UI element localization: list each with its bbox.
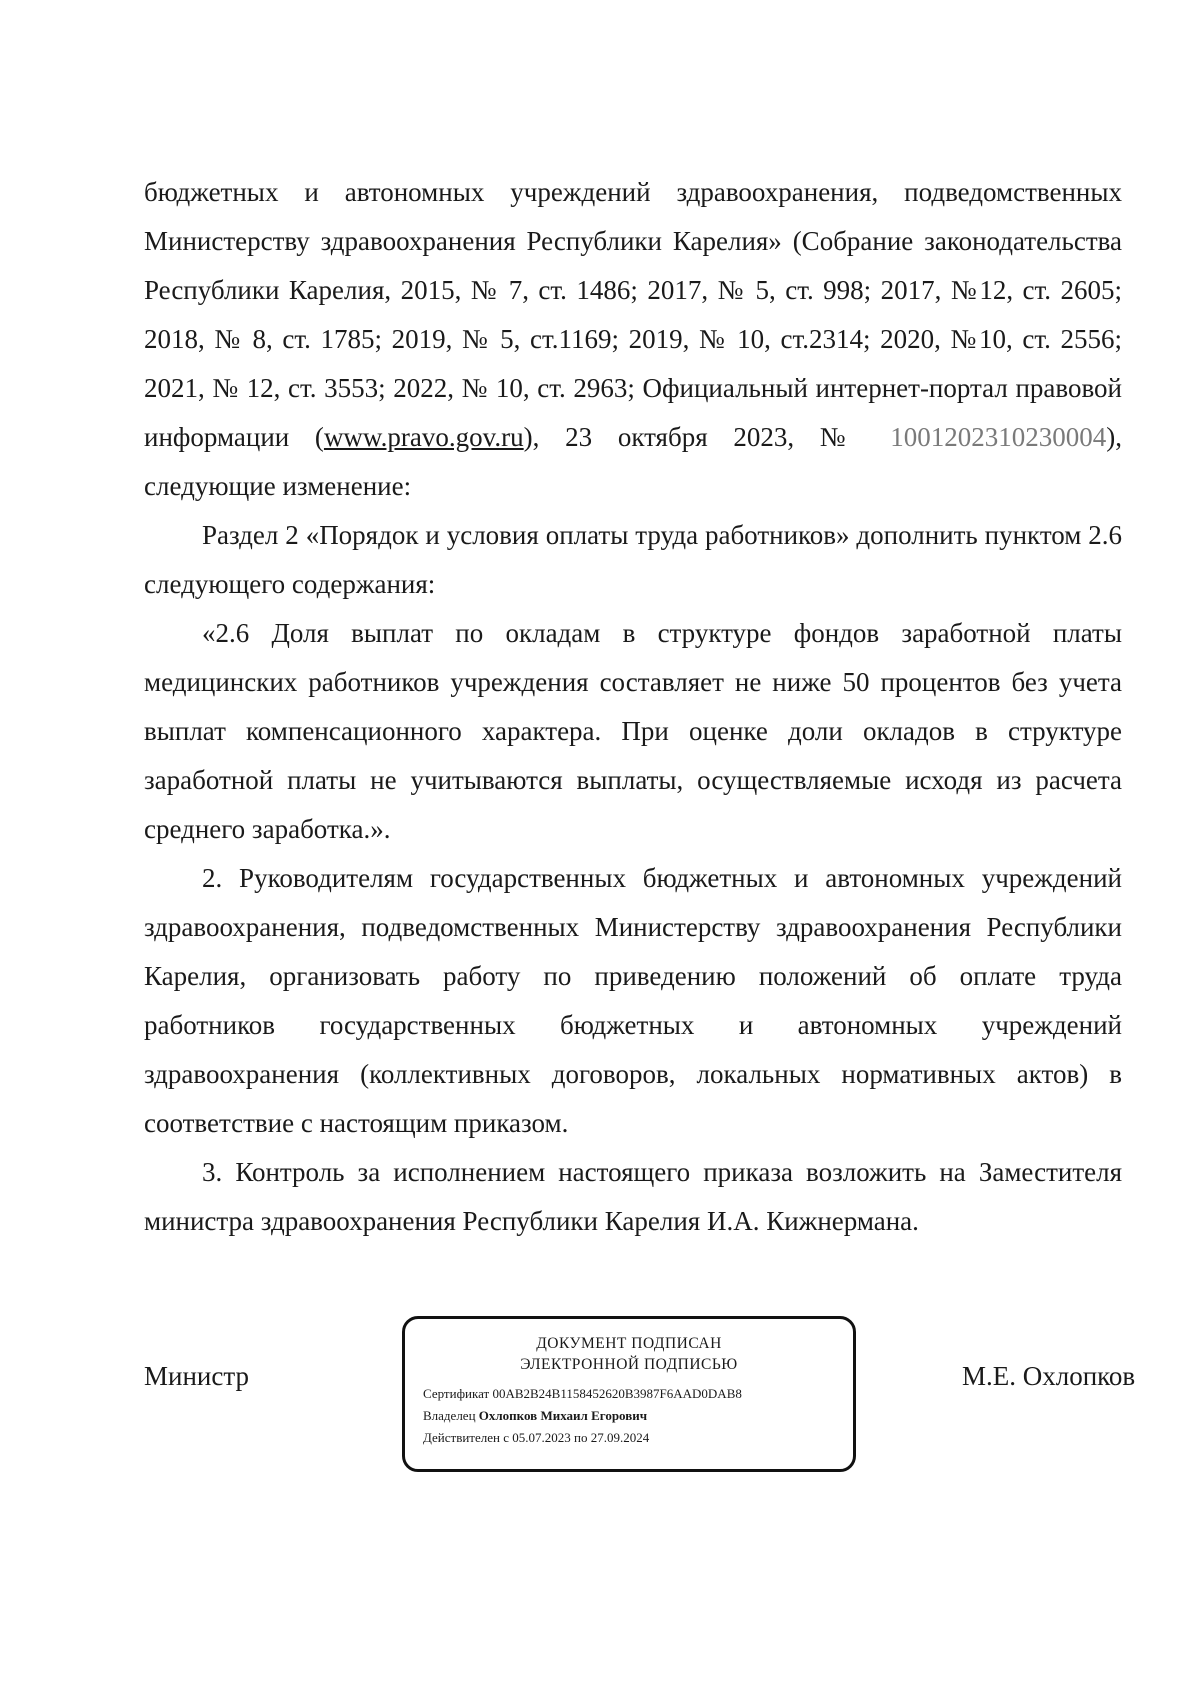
document-body: [144, 168, 1122, 1246]
paragraph-amendment-intro: [144, 168, 1122, 511]
electronic-signature-stamp: [402, 1316, 856, 1472]
paragraph-amendment-date-text: ), 23 октября 2023, №: [523, 422, 891, 452]
stamp-validity: [423, 1427, 835, 1449]
stamp-certificate-label: Сертификат: [423, 1386, 490, 1401]
paragraph-amendment-intro-text: бюджетных и автономных учреждений здравоохранения, подведомственных Министерству здравоохранения Республики Карелия» (Собрание законодательства Республики Карелия, 2015, № 7, ст. 1486; 2017, № 5, ст. 998; 2017, №12, ст. 2605; 2018, № 8, ст. 1785; 2019, № 5, ст.1169; 2019, № 10, ст.2314; 2020, №10, ст. 2556; 2021, № 12, ст. 3553; 2022, № 10, ст. 2963; Официальный интернет-портал правовой информации (: [144, 177, 1122, 452]
stamp-valid-to: 27.09.2024: [590, 1430, 650, 1445]
stamp-valid-from: 05.07.2023: [512, 1430, 571, 1445]
stamp-title-line-2: ЭЛЕКТРОННОЙ ПОДПИСЬЮ: [520, 1356, 738, 1373]
stamp-certificate: [423, 1383, 835, 1405]
signer-name: М.Е. Охлопков: [962, 1361, 1136, 1391]
stamp-owner-value: Охлопков Михаил Егорович: [478, 1408, 648, 1423]
stamp-title-line-1: ДОКУМЕНТ ПОДПИСАН: [536, 1335, 722, 1352]
stamp-valid-to-label: по: [574, 1430, 588, 1445]
paragraph-section-2: Раздел 2 «Порядок и условия оплаты труда работников» дополнить пунктом 2.6 следующего содержания:: [144, 520, 1122, 599]
signer-role: Министр: [144, 1361, 249, 1391]
stamp-owner: [423, 1405, 835, 1427]
paragraph-item-3: 3. Контроль за исполнением настоящего приказа возложить на Заместителя министра здравоохранения Республики Карелия И.А. Кижнермана.: [144, 1157, 1122, 1236]
stamp-owner-label: Владелец: [423, 1408, 476, 1423]
stamp-valid-label: Действителен с: [423, 1430, 509, 1445]
stamp-details: [423, 1383, 835, 1449]
paragraph-clause-2-6: «2.6 Доля выплат по окладам в структуре фондов заработной платы медицинских работников учреждения составляет не ниже 50 процентов без учета выплат компенсационного характера. При оценке доли окладов в структуре заработной платы не учитываются выплаты, осуществляемые исходя из расчета среднего заработка.».: [144, 618, 1122, 844]
paragraph-item-2: 2. Руководителям государственных бюджетных и автономных учреждений здравоохранения, подведомственных Министерству здравоохранения Республики Карелия, организовать работу по приведению положений об оплате труда работников государственных бюджетных и автономных учреждений здравоохранения (коллективных договоров, локальных нормативных актов) в соответствие с настоящим приказом.: [144, 863, 1122, 1138]
publication-number: 1001202310230004: [890, 422, 1107, 452]
stamp-certificate-value: 00AB2B24B1158452620B3987F6AAD0DAB8: [492, 1386, 742, 1401]
paragraph-amendment-end-text: ), следующие изменение:: [144, 422, 1122, 501]
pravo-gov-link[interactable]: www.pravo.gov.ru: [323, 422, 524, 452]
